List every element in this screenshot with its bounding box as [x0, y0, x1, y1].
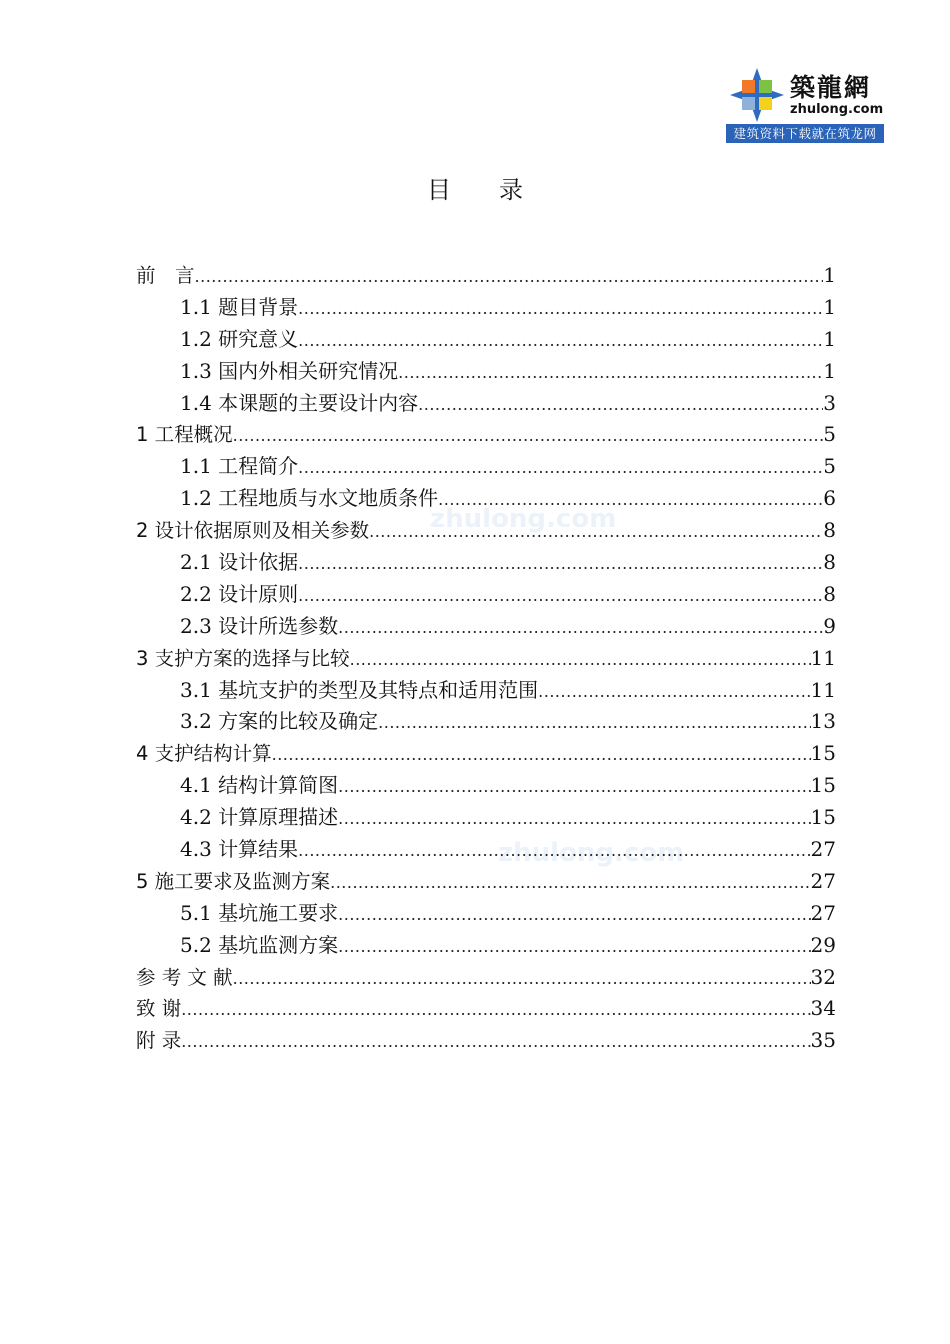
dot-leader [233, 963, 811, 995]
toc-entry-label: 4.3 计算结果 [180, 837, 299, 862]
dot-leader [298, 580, 823, 612]
dot-leader [338, 899, 810, 931]
dot-leader [338, 931, 810, 963]
dot-leader [298, 325, 823, 357]
toc-entry[interactable] [136, 324, 836, 356]
toc-entry[interactable] [136, 260, 836, 292]
toc-entry-label: 4.2 计算原理描述 [180, 805, 339, 830]
toc-entry[interactable] [136, 1025, 836, 1057]
table-of-contents [136, 260, 836, 1057]
toc-page-number: 11 [810, 677, 836, 702]
dot-leader [350, 644, 811, 676]
toc-entry[interactable] [136, 451, 836, 483]
toc-page-number: 5 [823, 422, 836, 447]
dot-leader [181, 994, 810, 1026]
toc-entry-label: 3 支护方案的选择与比较 [136, 646, 350, 670]
toc-entry-label: 2.3 设计所选参数 [180, 613, 339, 638]
watermark: zhulong.com [430, 504, 617, 534]
toc-entry-label: 附 录 [136, 1029, 182, 1053]
toc-entry[interactable] [136, 356, 836, 388]
toc-entry[interactable] [136, 675, 836, 707]
toc-page-number: 1 [823, 358, 836, 383]
dot-leader [438, 484, 823, 516]
toc-entry-label: 致 谢 [136, 997, 182, 1021]
toc-page-number: 8 [823, 550, 836, 575]
toc-page-number: 35 [810, 1028, 836, 1053]
toc-page-number: 13 [810, 709, 836, 734]
toc-entry[interactable] [136, 483, 836, 515]
dot-leader [298, 452, 823, 484]
toc-page-number: 1 [823, 263, 836, 287]
toc-entry[interactable] [136, 738, 836, 770]
dot-leader [338, 803, 810, 835]
toc-entry[interactable] [136, 866, 836, 898]
toc-entry[interactable] [136, 802, 836, 834]
toc-entry[interactable] [136, 419, 836, 451]
toc-page-number: 27 [810, 868, 836, 893]
toc-entry-label: 5.1 基坑施工要求 [180, 900, 339, 925]
dot-leader [369, 516, 823, 548]
toc-page-number: 1 [823, 294, 836, 319]
toc-entry[interactable] [136, 611, 836, 643]
toc-page-number: 5 [823, 454, 836, 479]
toc-page-number: 34 [810, 996, 836, 1021]
toc-entry-label: 2.2 设计原则 [180, 581, 299, 606]
dot-leader [330, 867, 810, 899]
dot-leader [338, 612, 823, 644]
dot-leader [338, 771, 810, 803]
toc-entry-label: 2.1 设计依据 [180, 550, 299, 575]
dot-leader [538, 676, 810, 708]
toc-entry[interactable] [136, 962, 836, 994]
toc-entry[interactable] [136, 388, 836, 420]
toc-entry-label: 1.2 研究意义 [180, 326, 299, 351]
toc-entry[interactable] [136, 930, 836, 962]
toc-page-number: 9 [823, 613, 836, 638]
toc-entry-label: 1.3 国内外相关研究情况 [180, 358, 399, 383]
toc-entry[interactable] [136, 706, 836, 738]
dot-leader [298, 548, 823, 580]
watermark: zhulong.com [498, 838, 685, 868]
toc-page-number: 27 [810, 900, 836, 925]
dot-leader [233, 420, 824, 452]
toc-page-number: 6 [823, 486, 836, 511]
toc-entry-label: 1 工程概况 [136, 423, 233, 447]
toc-entry[interactable] [136, 834, 836, 866]
toc-entry-label: 1.4 本课题的主要设计内容 [180, 390, 419, 415]
dot-leader [272, 739, 811, 771]
page-title: 目 录 [427, 176, 523, 204]
dot-leader [195, 261, 824, 293]
toc-page-number: 15 [810, 805, 836, 830]
logo-mark-icon [728, 66, 786, 124]
toc-entry[interactable] [136, 770, 836, 802]
dot-leader [398, 357, 823, 389]
toc-entry[interactable] [136, 292, 836, 324]
dot-leader [298, 835, 810, 867]
dot-leader [378, 707, 810, 739]
toc-page-number: 3 [823, 390, 836, 415]
toc-entry-label: 3.2 方案的比较及确定 [180, 709, 379, 734]
toc-entry-label: 2 设计依据原则及相关参数 [136, 519, 370, 543]
toc-entry-label: 5.2 基坑监测方案 [180, 932, 339, 957]
toc-entry[interactable] [136, 579, 836, 611]
toc-entry[interactable] [136, 898, 836, 930]
toc-entry-label: 1.1 题目背景 [180, 294, 299, 319]
toc-entry[interactable] [136, 993, 836, 1025]
dot-leader [181, 1026, 810, 1058]
toc-page-number: 11 [810, 645, 836, 670]
toc-entry[interactable] [136, 643, 836, 675]
logo-slogan: 建筑资料下载就在筑龙网 [726, 124, 884, 143]
toc-page-number: 1 [823, 326, 836, 351]
toc-entry[interactable] [136, 547, 836, 579]
toc-entry-label: 前 言 [136, 264, 195, 287]
toc-page-number: 29 [810, 932, 836, 957]
dot-leader [298, 293, 823, 325]
toc-entry-label: 4.1 结构计算简图 [180, 773, 339, 798]
toc-entry-label: 1.1 工程简介 [180, 454, 299, 479]
toc-entry[interactable] [136, 515, 836, 547]
toc-page-number: 15 [810, 773, 836, 798]
logo-name-cn: 築龍網 [790, 73, 872, 102]
toc-page-number: 8 [823, 581, 836, 606]
toc-page-number: 32 [810, 964, 836, 989]
toc-entry-label: 5 施工要求及监测方案 [136, 869, 331, 893]
zhulong-logo [726, 66, 884, 143]
logo-domain: zhulong.com [790, 102, 884, 117]
toc-page-number: 8 [823, 518, 836, 543]
toc-entry-label: 1.2 工程地质与水文地质条件 [180, 486, 439, 511]
toc-page-number: 27 [810, 837, 836, 862]
toc-entry-label: 4 支护结构计算 [136, 742, 272, 766]
toc-entry-label: 3.1 基坑支护的类型及其特点和适用范围 [180, 677, 539, 702]
dot-leader [418, 389, 823, 421]
toc-page-number: 15 [810, 741, 836, 766]
toc-entry-label: 参 考 文 献 [136, 965, 233, 989]
